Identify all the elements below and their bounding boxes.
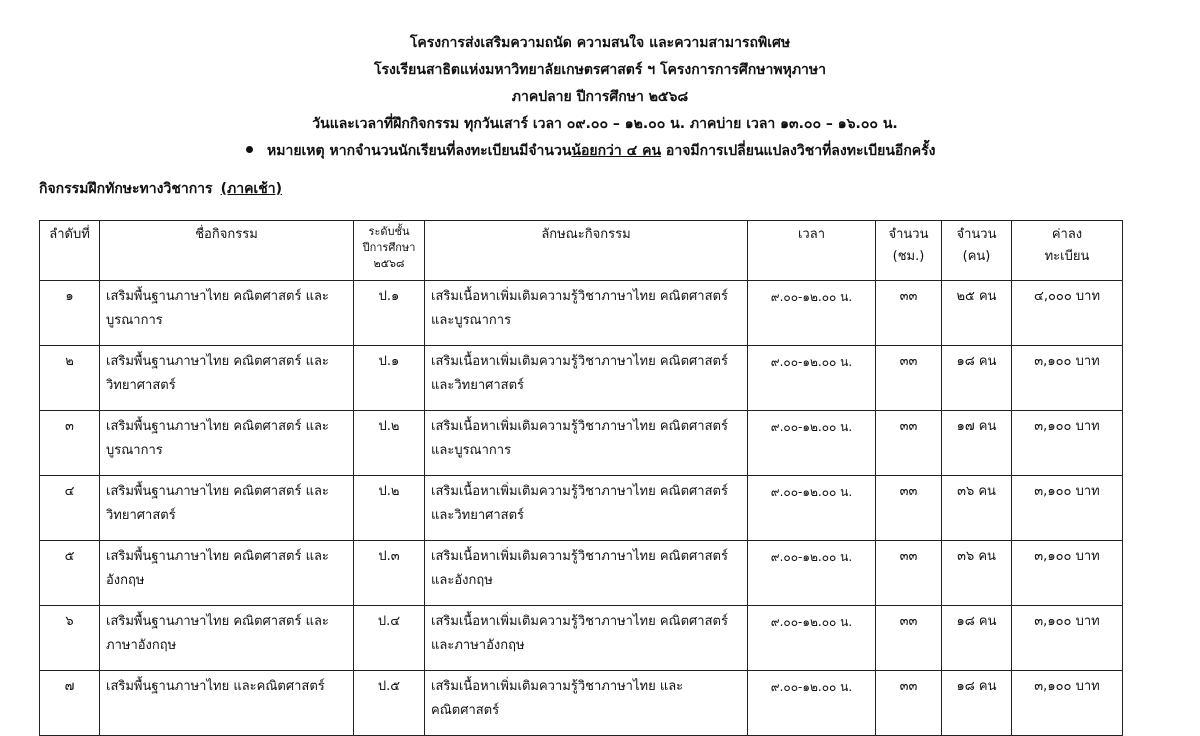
table-row — [40, 346, 1123, 411]
row-count: ๒๕ คน — [942, 281, 1012, 346]
row-description: เสริมเนื้อหาเพิ่มเติมความรู้วิชาภาษาไทย คณิตศาสตร์และวิทยาศาสตร์ — [425, 346, 748, 411]
row-hours: ๓๓ — [876, 476, 942, 541]
row-no: ๓ — [40, 411, 100, 476]
row-time: ๙.๐๐-๑๒.๐๐ น. — [748, 541, 876, 606]
row-hours: ๓๓ — [876, 346, 942, 411]
row-time: ๙.๐๐-๑๒.๐๐ น. — [748, 411, 876, 476]
table-row — [40, 476, 1123, 541]
header-count-line1: จำนวน — [956, 227, 997, 242]
row-count: ๑๘ คน — [942, 346, 1012, 411]
note-suffix: อาจมีการเปลี่ยนแปลงวิชาที่ลงทะเบียนอีกครั้ง — [661, 143, 936, 159]
row-activity-name: เสริมพื้นฐานภาษาไทย คณิตศาสตร์ และวิทยาศาสตร์ — [100, 476, 354, 541]
row-level: ป.๔ — [354, 606, 425, 671]
row-description: เสริมเนื้อหาเพิ่มเติมความรู้วิชาภาษาไทย คณิตศาสตร์และภาษาอังกฤษ — [425, 606, 748, 671]
row-activity-name: เสริมพื้นฐานภาษาไทย คณิตศาสตร์ และบูรณาการ — [100, 281, 354, 346]
row-no: ๑ — [40, 281, 100, 346]
row-description: เสริมเนื้อหาเพิ่มเติมความรู้วิชาภาษาไทย คณิตศาสตร์และอังกฤษ — [425, 541, 748, 606]
row-activity-name: เสริมพื้นฐานภาษาไทย คณิตศาสตร์ และวิทยาศาสตร์ — [100, 346, 354, 411]
row-activity-name: เสริมพื้นฐานภาษาไทย คณิตศาสตร์ และอังกฤษ — [100, 541, 354, 606]
row-fee: ๓,๑๐๐ บาท — [1012, 671, 1123, 736]
section-heading — [39, 176, 282, 202]
row-description: เสริมเนื้อหาเพิ่มเติมความรู้วิชาภาษาไทย คณิตศาสตร์และบูรณาการ — [425, 281, 748, 346]
table-row — [40, 281, 1123, 346]
row-fee: ๓,๑๐๐ บาท — [1012, 606, 1123, 671]
header-fee-line1: ค่าลง — [1051, 227, 1083, 242]
header-level-line1: ระดับชั้น — [368, 225, 410, 238]
table-row — [40, 541, 1123, 606]
section-title: กิจกรรมฝึกทักษะทางวิชาการ — [39, 181, 213, 197]
row-count: ๓๖ คน — [942, 541, 1012, 606]
bullet-icon — [246, 146, 253, 153]
schedule-line: วันและเวลาที่ฝึกกิจกรรม ทุกวันเสาร์ เวลา ๐๙.๐๐ – ๑๒.๐๐ น. ภาคบ่าย เวลา ๑๓.๐๐ – ๑๖.๐๐ น. — [312, 116, 898, 132]
note-line — [246, 138, 936, 165]
note-prefix: หมายเหตุ หากจำนวนนักเรียนที่ลงทะเบียนมีจำนวน — [267, 143, 572, 159]
row-fee: ๓,๑๐๐ บาท — [1012, 346, 1123, 411]
activity-table — [39, 220, 1123, 736]
header-desc: ลักษณะกิจกรรม — [425, 221, 748, 281]
row-activity-name: เสริมพื้นฐานภาษาไทย คณิตศาสตร์ และบูรณาการ — [100, 411, 354, 476]
row-no: ๕ — [40, 541, 100, 606]
row-no: ๗ — [40, 671, 100, 736]
row-count: ๑๘ คน — [942, 606, 1012, 671]
row-level: ป.๑ — [354, 281, 425, 346]
header-hours-line1: จำนวน — [888, 227, 929, 242]
table-row — [40, 411, 1123, 476]
row-level: ป.๒ — [354, 411, 425, 476]
header-no: ลำดับที่ — [40, 221, 100, 281]
header-count — [942, 221, 1012, 281]
row-activity-name: เสริมพื้นฐานภาษาไทย คณิตศาสตร์ และภาษาอังกฤษ — [100, 606, 354, 671]
header-fee-line2: ทะเบียน — [1044, 249, 1090, 264]
row-hours: ๓๓ — [876, 541, 942, 606]
school-title: โรงเรียนสาธิตแห่งมหาวิทยาลัยเกษตรศาสตร์ ฯ โครงการการศึกษาพหุภาษา — [374, 62, 826, 78]
row-description: เสริมเนื้อหาเพิ่มเติมความรู้วิชาภาษาไทย คณิตศาสตร์และบูรณาการ — [425, 411, 748, 476]
row-no: ๖ — [40, 606, 100, 671]
row-level: ป.๕ — [354, 671, 425, 736]
header-fee — [1012, 221, 1123, 281]
header-time: เวลา — [748, 221, 876, 281]
row-hours: ๓๓ — [876, 671, 942, 736]
header-count-line2: (คน) — [962, 249, 991, 264]
row-description: เสริมเนื้อหาเพิ่มเติมความรู้วิชาภาษาไทย คณิตศาสตร์และวิทยาศาสตร์ — [425, 476, 748, 541]
table-row — [40, 671, 1123, 736]
section-subtitle: (ภาคเช้า) — [220, 181, 282, 197]
header-level — [354, 221, 425, 281]
row-time: ๙.๐๐-๑๒.๐๐ น. — [748, 476, 876, 541]
row-description: เสริมเนื้อหาเพิ่มเติมความรู้วิชาภาษาไทย และคณิตศาสตร์ — [425, 671, 748, 736]
semester-line: ภาคปลาย ปีการศึกษา ๒๕๖๘ — [511, 89, 689, 105]
row-count: ๓๖ คน — [942, 476, 1012, 541]
row-count: ๑๗ คน — [942, 411, 1012, 476]
row-hours: ๓๓ — [876, 411, 942, 476]
row-no: ๒ — [40, 346, 100, 411]
note-underlined: น้อยกว่า ๔ คน — [571, 143, 662, 159]
row-fee: ๓,๑๐๐ บาท — [1012, 476, 1123, 541]
row-time: ๙.๐๐-๑๒.๐๐ น. — [748, 671, 876, 736]
row-count: ๑๘ คน — [942, 671, 1012, 736]
header-level-line3: ๒๕๖๘ — [373, 257, 405, 270]
row-level: ป.๒ — [354, 476, 425, 541]
row-fee: ๓,๑๐๐ บาท — [1012, 541, 1123, 606]
row-time: ๙.๐๐-๑๒.๐๐ น. — [748, 346, 876, 411]
table-row — [40, 606, 1123, 671]
row-no: ๔ — [40, 476, 100, 541]
header-hours — [876, 221, 942, 281]
row-fee: ๓,๑๐๐ บาท — [1012, 411, 1123, 476]
project-title: โครงการส่งเสริมความถนัด ความสนใจ และความสามารถพิเศษ — [409, 35, 791, 51]
row-hours: ๓๓ — [876, 606, 942, 671]
table-header-row — [40, 221, 1123, 281]
row-level: ป.๓ — [354, 541, 425, 606]
document-header — [0, 30, 1200, 138]
header-hours-line2: (ชม.) — [892, 249, 925, 264]
header-name: ชื่อกิจกรรม — [100, 221, 354, 281]
header-level-line2: ปีการศึกษา — [362, 241, 416, 254]
row-time: ๙.๐๐-๑๒.๐๐ น. — [748, 606, 876, 671]
row-fee: ๔,๐๐๐ บาท — [1012, 281, 1123, 346]
row-activity-name: เสริมพื้นฐานภาษาไทย และคณิตศาสตร์ — [100, 671, 354, 736]
row-time: ๙.๐๐-๑๒.๐๐ น. — [748, 281, 876, 346]
row-level: ป.๑ — [354, 346, 425, 411]
row-hours: ๓๓ — [876, 281, 942, 346]
